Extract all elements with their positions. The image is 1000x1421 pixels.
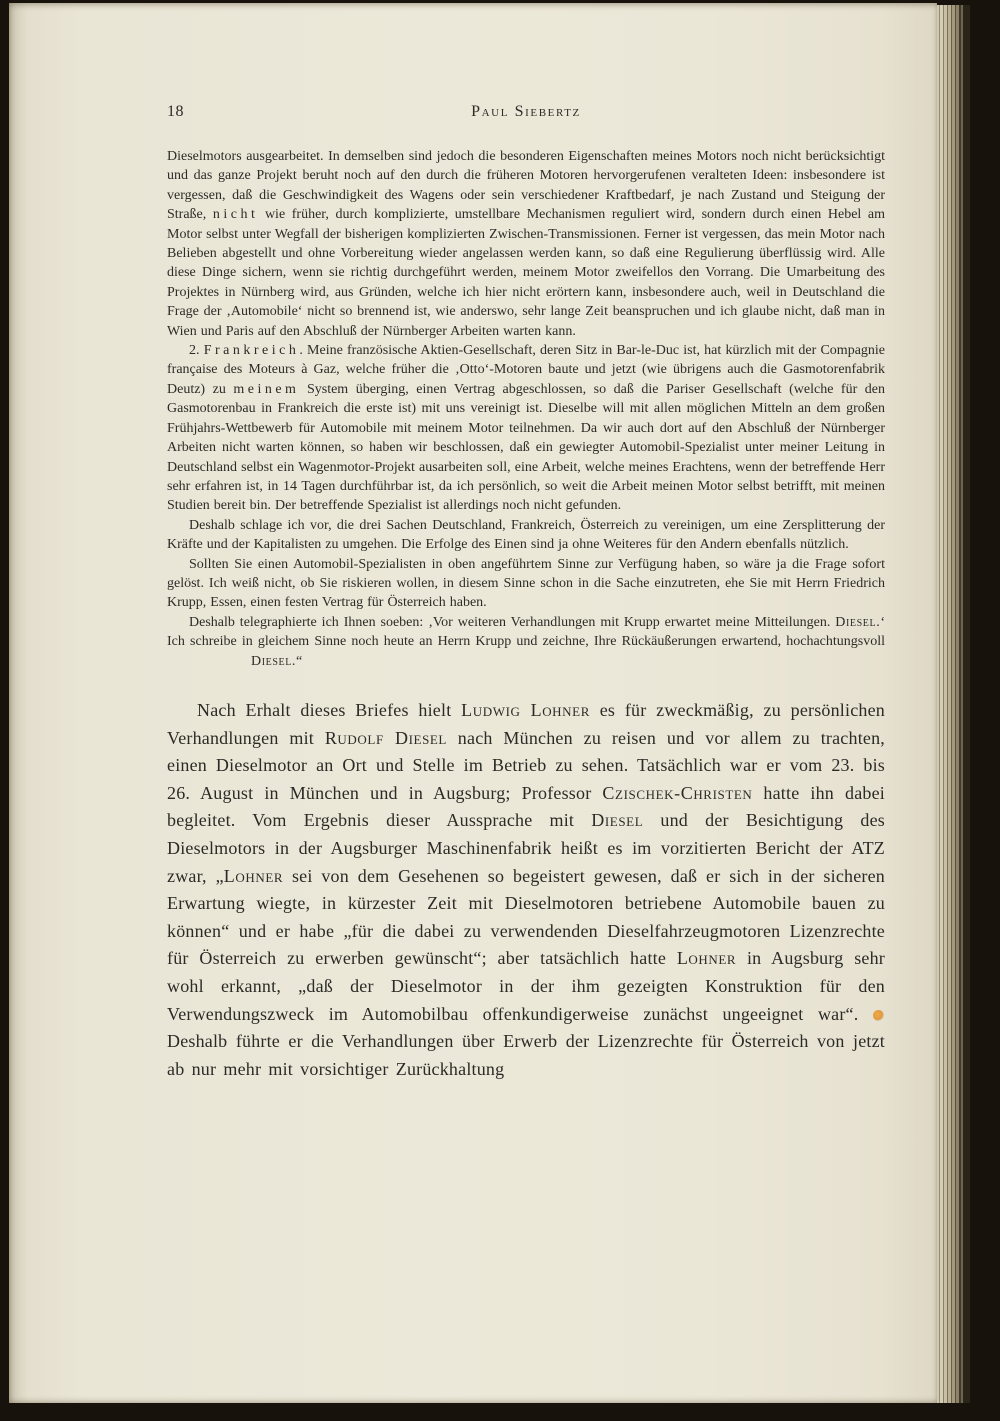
text-segment: Lohner: [676, 948, 737, 969]
text-segment: Diesel.: [251, 653, 297, 669]
letter-quotation-section: [167, 147, 885, 671]
paragraph: [167, 613, 885, 671]
narrative-body-section: [167, 697, 885, 1083]
text-segment: System überging, einen Vertrag abgeschlossen, so daß die Pariser Gesellschaft (welche für den Gasmotorenbau in Frankreich die erste ist) mit uns vereinigt ist. Dieselbe will mit allen möglichen Mitteln an dem großen Frühjahrs-Wettbewerb für Automobile mit meinem Motor teilnehmen. Da wir auch dort auf den Abschluß der Nürnberger Arbeiten nicht warten können, so haben wir beschlossen, daß ein gewiegter Automobil-Spezialist unter meiner Leitung in Deutschland selbst ein Wagenmotor-Projekt ausarbeiten soll, eine Arbeit, welche meines Erachtens, wenn der betreffende Herr sehr erfahren ist, in 14 Tagen durchführbar ist, da ich persönlich, so weit die Arbeit meinen Motor selbst betrifft, mit meinen Studien bereit bin. Der betreffende Spezialist ist allerdings noch nicht gefunden.: [167, 381, 885, 514]
text-segment: in Augsburg sehr wohl erkannt, „daß der Dieselmotor in der ihm gezeigten Konstruktion für den Verwendungszweck im Automobilbau offenkundigerweise zunächst ungeeignet war“.: [167, 948, 885, 1024]
page-content: [167, 103, 885, 1083]
text-segment: Czischek-Christen: [602, 782, 753, 803]
text-segment: . Meine französische Aktien-Gesellschaft, deren Sitz in Bar-le-Duc ist, hat kürzlich mit der Compagnie française des Moteurs à Gaz, welche früher die ‚Otto‘-Motoren baute und jetzt (wie übrigens auch die Gasmotorenfabrik Deutz) zu: [167, 343, 886, 397]
running-header-title: Paul Siebertz: [471, 103, 581, 120]
paragraph: [167, 516, 885, 555]
text-segment: es für zweckmäßig, zu persönlichen Verhandlungen mit: [167, 699, 885, 748]
text-segment: und der Besichtigung des Dieselmotors in der Augsburger Maschinenfabrik heißt es im vorzitierten Bericht der ATZ zwar, „: [167, 810, 885, 886]
text-segment: Diesel: [591, 810, 644, 831]
text-segment: wie früher, durch komplizierte, umstellbare Mechanismen reguliert wird, sondern durch einen Hebel am Motor selbst unter Wegfall der bisherigen komplizierten Zwischen-Transmissionen. Ferner ist vergessen, das mein Motor nach Belieben abgestellt und ohne Vorbereitung wieder angelassen werden kann, so daß eine Regulierung überflüssig wird. Alle diese Dinge sichern, wenn sie richtig durchgeführt werden, meinem Motor zweifellos den Vorrang. Die Umarbeitung des Projektes in Nürnberg wird, aus Gründen, welche ich hier nicht erörtern kann, insbesondere auch, weil in Deutschland die Frage der ‚Automobile‘ nicht so brennend ist, wie anderswo, sehr lange Zeit beanspruchen und ich glaube nicht, daß man in Wien und Paris auf den Abschluß der Nürnberger Arbeiten warten kann.: [167, 207, 885, 339]
paragraph: [167, 341, 885, 516]
text-segment: meinem: [233, 381, 300, 397]
text-segment: Deshalb führte er die Verhandlungen über Erwerb der Lizenzrechte für Österreich von jetzt ab nur mehr mit vorsichtiger Zurückhaltung: [167, 1031, 885, 1079]
page-number: 18: [167, 103, 184, 120]
text-segment: Lohner: [223, 865, 284, 886]
text-segment: 2.: [189, 343, 204, 359]
text-segment: hatte ihn dabei begleitet. Vom Ergebnis dieser Aussprache mit: [167, 782, 885, 831]
paragraph: [167, 147, 885, 341]
text-segment: Sollten Sie einen Automobil-Spezialisten in oben angeführtem Sinne zur Verfügung haben, so wäre ja die Frage sofort gelöst. Ich weiß nicht, ob Sie riskieren wollen, in diesem Sinne schon in die Sache einzutreten, ehe Sie mit Herrn Friedrich Krupp, Essen, einen festen Vertrag für Österreich haben.: [167, 556, 885, 611]
stain-mark: [873, 1010, 884, 1021]
text-segment: Ludwig Lohner: [461, 699, 590, 720]
page-edge-stack: [937, 5, 970, 1403]
text-segment: “: [296, 653, 303, 669]
text-segment: sei von dem Gesehenen so begeistert gewesen, daß er sich in der sicheren Erwartung wiegte, in kürzester Zeit mit Dieselmotoren betriebene Automobile bauen zu können“ und er habe „für die dabei zu verwendenden Dieselfahrzeugmotoren Lizenzrechte für Österreich zu erwerben gewünscht“; aber tatsächlich hatte: [167, 865, 886, 969]
text-segment: Deshalb schlage ich vor, die drei Sachen Deutschland, Frankreich, Österreich zu vereinigen, um eine Zersplitterung der Kräfte und der Kapitalisten zu umgehen. Die Erfolge des Einen sind ja ohne Weiteres für den Andern ebenfalls nützlich.: [167, 517, 885, 553]
text-segment: Diesel.: [835, 614, 881, 630]
text-segment: Deshalb telegraphierte ich Ihnen soeben: ‚Vor weiteren Verhandlungen mit Krupp erwartet meine Mitteilungen.: [189, 614, 836, 630]
running-head: [167, 103, 885, 121]
text-segment: Dieselmotors ausgearbeitet. In demselben sind jedoch die besonderen Eigenschaften meines Motors noch nicht berücksichtigt und das ganze Projekt beruht noch auf den durch die früheren Motoren hervorgerufenen veralteten Ideen: insbesondere ist vergessen, daß die Geschwindigkeit des Wagens oder sein verschiedener Kraftbedarf, je nach Zustand und Steigung der Straße,: [167, 149, 885, 223]
text-segment: Nach Erhalt dieses Briefes hielt: [197, 699, 462, 720]
text-segment: ‘ Ich schreibe in gleichem Sinne noch heute an Herrn Krupp und zeichne, Ihre Rückäußerungen erwartend, hochachtungsvoll: [167, 614, 885, 650]
paragraph: [167, 697, 885, 1083]
text-segment: nach München zu reisen und vor allem zu trachten, einen Dieselmotor an Ort und Stelle im Betrieb zu sehen. Tatsächlich war er vom 23. bis 26. August in München und in Augsburg; Professor: [167, 727, 885, 803]
text-segment: Frankreich: [203, 343, 300, 359]
text-segment: nicht: [212, 207, 259, 223]
page-surface: [9, 3, 937, 1403]
text-segment: Rudolf Diesel: [324, 727, 447, 748]
paragraph: [167, 555, 885, 613]
